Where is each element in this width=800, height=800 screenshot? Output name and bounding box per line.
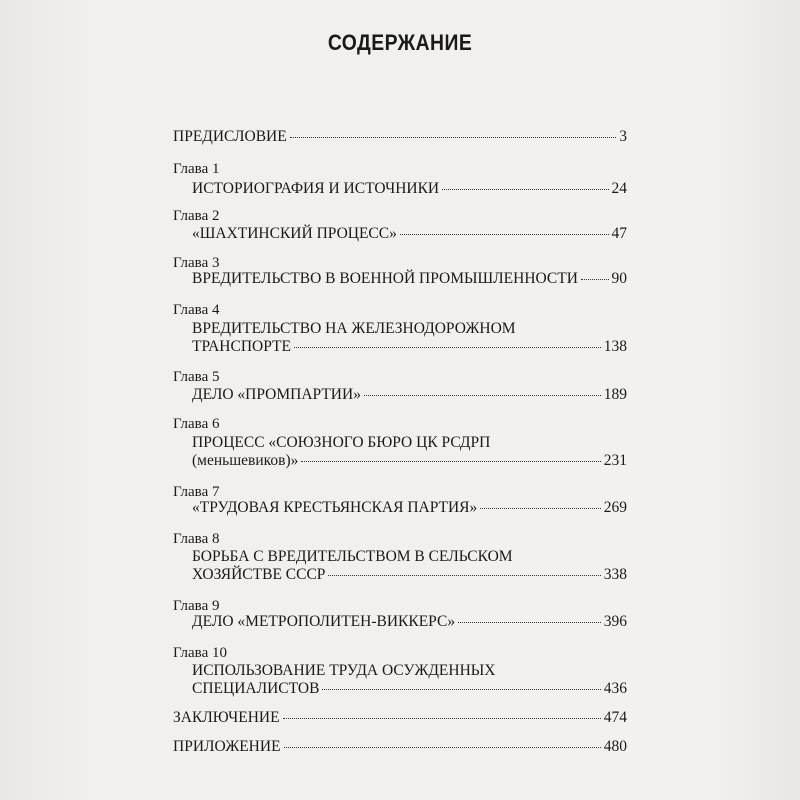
- toc-entry-text: БОРЬБА С ВРЕДИТЕЛЬСТВОМ В СЕЛЬСКОМ: [192, 548, 513, 565]
- dot-leader: [283, 718, 601, 719]
- toc-page-number: 269: [603, 499, 627, 516]
- chapter-label: Глава 1: [173, 161, 220, 177]
- toc-entry-chapter-8: [192, 566, 627, 584]
- toc-page-number: 47: [611, 225, 627, 242]
- toc-entry-chapter-6: [192, 452, 627, 470]
- chapter-label: Глава 6: [173, 416, 220, 432]
- dot-leader: [322, 689, 600, 690]
- toc-entry-text: (меньшевиков)»: [192, 452, 299, 469]
- dot-leader: [328, 575, 600, 576]
- dot-leader: [294, 347, 601, 348]
- toc-entry-text: «ШАХТИНСКИЙ ПРОЦЕСС»: [192, 225, 397, 242]
- chapter-label: Глава 7: [173, 484, 220, 500]
- toc-entry-appendix: [173, 738, 627, 756]
- toc-page-number: 138: [603, 338, 627, 355]
- toc-page-number: 480: [603, 738, 627, 755]
- toc-entry-chapter-7: [192, 499, 627, 517]
- dot-leader: [458, 622, 601, 623]
- toc-entry-text: ЗАКЛЮЧЕНИЕ: [173, 709, 280, 726]
- toc-entry-chapter-3: [192, 270, 627, 288]
- toc-entry-text: ВРЕДИТЕЛЬСТВО НА ЖЕЛЕЗНОДОРОЖНОМ: [192, 320, 516, 337]
- chapter-label: Глава 2: [173, 208, 220, 224]
- toc-page-number: 338: [603, 566, 627, 583]
- toc-page-number: 436: [603, 680, 627, 697]
- dot-leader: [400, 234, 609, 235]
- page-title: СОДЕРЖАНИЕ: [327, 30, 473, 55]
- dot-leader: [301, 461, 600, 462]
- toc-page-number: 90: [611, 270, 627, 287]
- toc-entry-preface: [173, 128, 627, 146]
- toc-entry-chapter-9: [192, 613, 627, 631]
- toc-page-number: 24: [611, 180, 627, 197]
- toc-entry-chapter-4: [192, 338, 627, 356]
- toc-entry-text: ПРИЛОЖЕНИЕ: [173, 738, 281, 755]
- toc-entry-text: ПРЕДИСЛОВИЕ: [173, 128, 287, 145]
- toc-entry-text: ДЕЛО «МЕТРОПОЛИТЕН-ВИККЕРС»: [192, 613, 456, 630]
- toc-entry-text: ИСПОЛЬЗОВАНИЕ ТРУДА ОСУЖДЕННЫХ: [192, 662, 496, 679]
- toc-entry-chapter-1: [192, 180, 627, 198]
- toc-page-number: 474: [603, 709, 627, 726]
- toc-entry-chapter-2: [192, 225, 627, 243]
- toc-entry-text: ДЕЛО «ПРОМПАРТИИ»: [192, 386, 361, 403]
- toc-entry-conclusion: [173, 709, 627, 727]
- chapter-label: Глава 4: [173, 302, 220, 318]
- toc-entry-chapter-10: [192, 680, 627, 698]
- toc-entry-text: ВРЕДИТЕЛЬСТВО В ВОЕННОЙ ПРОМЫШЛЕННОСТИ: [192, 270, 578, 287]
- toc-page-number: 231: [603, 452, 627, 469]
- dot-leader: [284, 747, 601, 748]
- toc-entry-text: ПРОЦЕСС «СОЮЗНОГО БЮРО ЦК РСДРП: [192, 434, 491, 451]
- dot-leader: [480, 508, 600, 509]
- chapter-label: Глава 10: [173, 645, 227, 661]
- chapter-label: Глава 8: [173, 531, 220, 547]
- toc-entry-text: ИСТОРИОГРАФИЯ И ИСТОЧНИКИ: [192, 180, 440, 197]
- toc-entry-text: СПЕЦИАЛИСТОВ: [192, 680, 320, 697]
- toc-entry-text: ТРАНСПОРТЕ: [192, 338, 291, 355]
- toc-page-number: 396: [603, 613, 627, 630]
- toc-entry-text: «ТРУДОВАЯ КРЕСТЬЯНСКАЯ ПАРТИЯ»: [192, 499, 478, 516]
- toc-page-number: 3: [619, 128, 627, 145]
- chapter-label: Глава 3: [173, 255, 220, 271]
- dot-leader: [442, 189, 608, 190]
- toc-page-number: 189: [603, 386, 627, 403]
- dot-leader: [581, 279, 609, 280]
- chapter-label: Глава 5: [173, 369, 220, 385]
- dot-leader: [290, 137, 617, 138]
- chapter-label: Глава 9: [173, 598, 220, 614]
- toc-entry-text: ХОЗЯЙСТВЕ СССР: [192, 566, 326, 583]
- dot-leader: [364, 395, 601, 396]
- toc-entry-chapter-5: [192, 386, 627, 404]
